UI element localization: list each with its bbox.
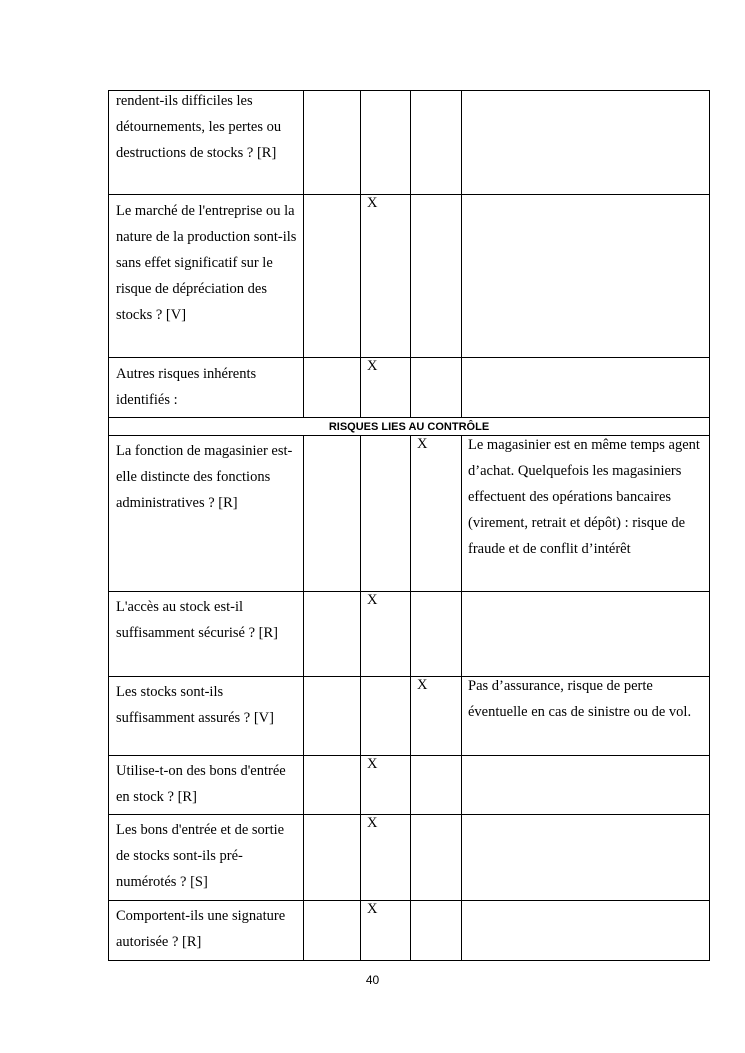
questionnaire-table [108,90,710,961]
answer-cell-1 [304,91,361,195]
table-row [109,91,710,195]
answer-cell-1 [304,815,361,901]
table-row [109,901,710,961]
answer-cell-1 [304,756,361,815]
answer-cell-1 [304,592,361,677]
question-cell: Utilise-t-on des bons d'entrée en stock ? [R] [109,756,304,815]
answer-cell-3: X [411,436,462,592]
answer-cell-2: X [361,195,411,358]
answer-cell-3 [411,91,462,195]
table-row [109,358,710,418]
answer-cell-3 [411,195,462,358]
question-cell: L'accès au stock est-il suffisamment sécurisé ? [R] [109,592,304,677]
comment-cell [462,592,710,677]
question-cell: Autres risques inhérents identifiés : [109,358,304,418]
table-row [109,677,710,756]
comment-cell: Pas d’assurance, risque de perte éventuelle en cas de sinistre ou de vol. [462,677,710,756]
question-cell: Les stocks sont-ils suffisamment assurés ? [V] [109,677,304,756]
answer-cell-3 [411,358,462,418]
answer-cell-2: X [361,815,411,901]
page-number: 40 [365,973,380,987]
answer-cell-2: X [361,901,411,961]
answer-cell-1 [304,677,361,756]
comment-cell [462,195,710,358]
table-row [109,195,710,358]
comment-cell [462,901,710,961]
table-row [109,592,710,677]
question-cell: rendent-ils difficiles les détournements, les pertes ou destructions de stocks ? [R] [109,91,304,195]
answer-cell-1 [304,195,361,358]
comment-cell [462,756,710,815]
comment-cell [462,815,710,901]
comment-cell [462,358,710,418]
comment-cell: Le magasinier est en même temps agent d’achat. Quelquefois les magasiniers effectuent des opérations bancaires (virement, retrait et dépôt) : risque de fraude et de conflit d’intérêt [462,436,710,592]
table-row [109,436,710,592]
answer-cell-3 [411,815,462,901]
comment-cell [462,91,710,195]
table-row [109,815,710,901]
answer-cell-3: X [411,677,462,756]
answer-cell-2 [361,677,411,756]
answer-cell-1 [304,901,361,961]
answer-cell-2: X [361,592,411,677]
answer-cell-3 [411,901,462,961]
answer-cell-1 [304,436,361,592]
answer-cell-2 [361,91,411,195]
answer-cell-1 [304,358,361,418]
question-cell: Le marché de l'entreprise ou la nature de la production sont-ils sans effet significatif sur le risque de dépréciation des stocks ? [V] [109,195,304,358]
answer-cell-3 [411,756,462,815]
section-title: RISQUES LIES AU CONTRÔLE [109,418,710,436]
answer-cell-2: X [361,756,411,815]
question-cell: La fonction de magasinier est-elle distincte des fonctions administratives ? [R] [109,436,304,592]
answer-cell-2 [361,436,411,592]
answer-cell-2: X [361,358,411,418]
question-cell: Les bons d'entrée et de sortie de stocks sont-ils pré-numérotés ? [S] [109,815,304,901]
answer-cell-3 [411,592,462,677]
question-cell: Comportent-ils une signature autorisée ? [R] [109,901,304,961]
table-row [109,756,710,815]
